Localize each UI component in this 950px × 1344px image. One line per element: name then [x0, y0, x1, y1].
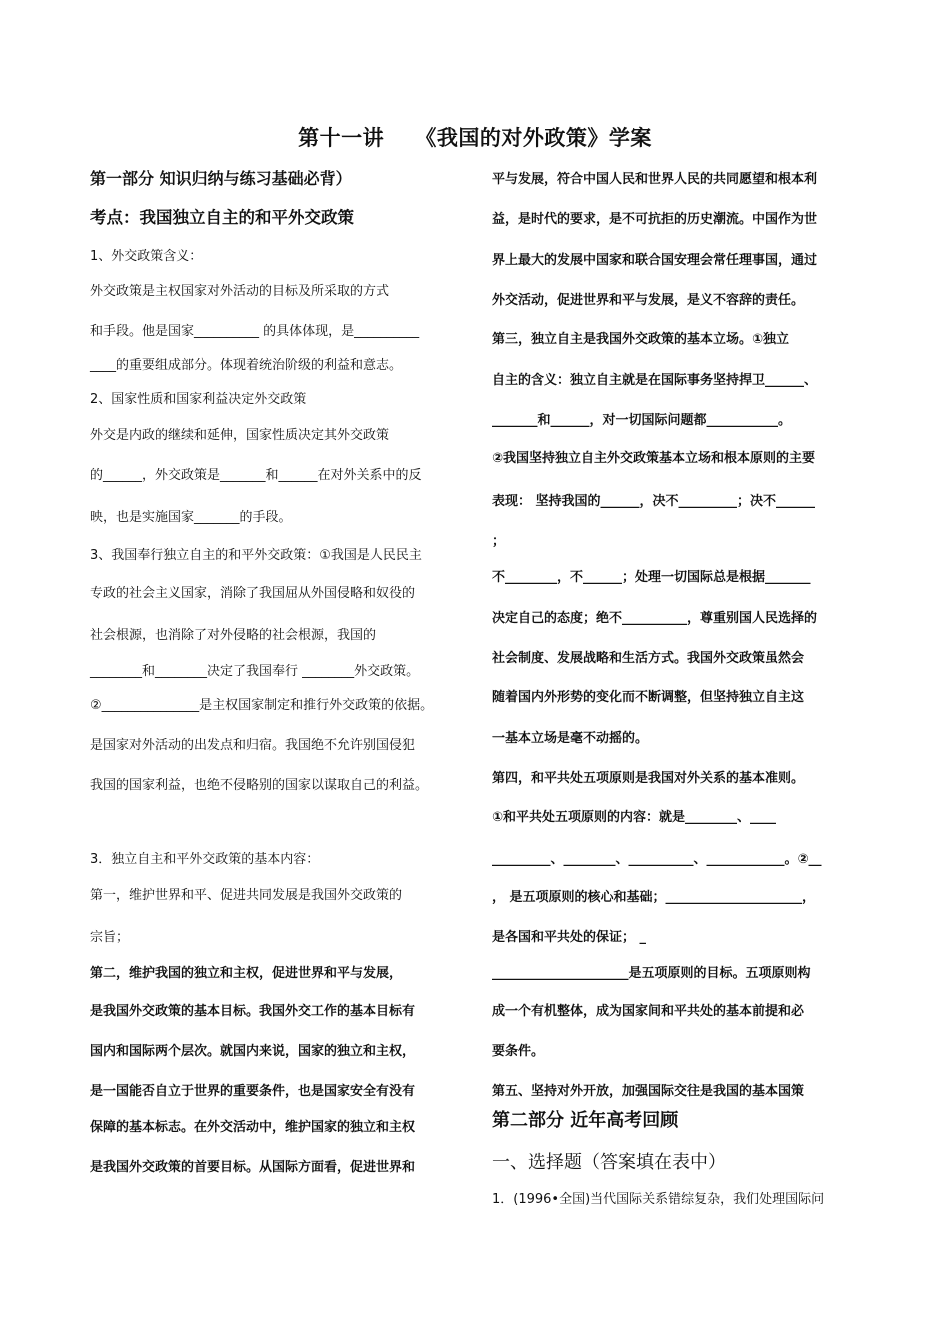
right-text-line: 第五、坚持对外开放，加强国际交往是我国的基本国策: [492, 1084, 805, 1099]
right-text-line: 是各国和平共处的保证； _: [492, 930, 647, 945]
left-text-line: 第一部分 知识归纳与练习基础必背）: [90, 169, 352, 188]
left-text-line: 的______，外交政策是_______和______在对外关系中的反: [90, 468, 422, 483]
right-text-line: 平与发展，符合中国人民和世界人民的共同愿望和根本利: [492, 172, 818, 187]
left-text-line: 保障的基本标志。在外交活动中，维护国家的独立和主权: [90, 1120, 416, 1135]
right-text-line: 表现： 坚持我国的______，决不_________；决不______: [492, 494, 816, 509]
right-text-line: 不________，不______；处理一切国际总是根据_______: [492, 570, 811, 585]
right-text-line: ②我国坚持独立自主外交政策基本立场和根本原则的主要: [492, 451, 816, 466]
left-text-line: 国内和国际两个层次。就国内来说，国家的独立和主权，: [90, 1044, 416, 1059]
right-text-line: 随着国内外形势的变化而不断调整，但坚持独立自主这: [492, 690, 805, 705]
right-text-line: _________、________、__________、____________。②__: [492, 852, 822, 867]
right-text-line: 成一个有机整体，成为国家间和平共处的基本前提和必: [492, 1004, 805, 1019]
right-text-line: 第四，和平共处五项原则是我国对外关系的基本准则。: [492, 771, 805, 786]
right-text-line: 自主的含义：独立自主就是在国际事务坚持捍卫______、: [492, 373, 818, 388]
right-text-line: 一、选择题（答案填在表中）: [492, 1152, 726, 1173]
left-column: [90, 0, 470, 1344]
left-text-line: 专政的社会主义国家，消除了我国屈从外国侵略和奴役的: [90, 586, 416, 601]
left-text-line: 第二，维护我国的独立和主权，促进世界和平与发展，: [90, 966, 403, 981]
right-text-line: ；: [492, 534, 506, 549]
right-column: [492, 0, 872, 1344]
right-text-line: 社会制度、发展战略和生活方式。我国外交政策虽然会: [492, 651, 805, 666]
right-text-line: 决定自己的态度；绝不__________，尊重别国人民选择的: [492, 611, 818, 626]
left-text-line: 是国家对外活动的出发点和归宿。我国绝不允许别国侵犯: [90, 738, 416, 753]
right-text-line: ①和平共处五项原则的内容：就是________、____: [492, 810, 777, 825]
right-text-line: _____________________是五项原则的目标。五项原则构: [492, 966, 811, 981]
left-text-line: 是我国外交政策的首要目标。从国际方面看，促进世界和: [90, 1160, 416, 1175]
left-text-line: 社会根源，也消除了对外侵略的社会根源，我国的: [90, 628, 377, 643]
left-text-line: 是一国能否自立于世界的重要条件，也是国家安全有没有: [90, 1084, 416, 1099]
right-text-line: 第三，独立自主是我国外交政策的基本立场。①独立: [492, 332, 790, 347]
right-text-line: 第二部分 近年高考回顾: [492, 1110, 679, 1131]
right-text-line: 1．(1996•全国)当代国际关系错综复杂，我们处理国际问: [492, 1192, 825, 1207]
right-text-line: 界上最大的发展中国家和联合国安理会常任理事国，通过: [492, 253, 818, 268]
right-text-line: 益，是时代的要求，是不可抗拒的历史潮流。中国作为世: [492, 212, 818, 227]
left-text-line: 映，也是实施国家_______的手段。: [90, 510, 292, 525]
left-text-line: ________和________决定了我国奉行 ________外交政策。: [90, 664, 420, 679]
left-text-line: ②_______________是主权国家制定和推行外交政策的依据。: [90, 698, 434, 713]
left-text-line: 1、外交政策含义：: [90, 249, 203, 264]
left-text-line: 和手段。他是国家__________ 的具体体现，是__________: [90, 324, 420, 339]
left-text-line: ____的重要组成部分。体现着统治阶级的利益和意志。: [90, 358, 403, 373]
right-text-line: _______和______，对一切国际问题都___________。: [492, 413, 792, 428]
left-text-line: 3、我国奉行独立自主的和平外交政策：①我国是人民民主: [90, 548, 422, 563]
left-text-line: 考点：我国独立自主的和平外交政策: [90, 208, 354, 227]
left-text-line: 3．独立自主和平外交政策的基本内容：: [90, 852, 320, 867]
right-text-line: 外交活动，促进世界和平与发展，是义不容辞的责任。: [492, 293, 805, 308]
left-text-line: 第一，维护世界和平、促进共同发展是我国外交政策的: [90, 888, 403, 903]
left-text-line: 2、国家性质和国家利益决定外交政策: [90, 392, 307, 407]
left-text-line: 我国的国家利益，也绝不侵略别的国家以谋取自己的利益。: [90, 778, 429, 793]
left-text-line: 外交是内政的继续和延伸，国家性质决定其外交政策: [90, 428, 390, 443]
left-text-line: 是我国外交政策的基本目标。我国外交工作的基本目标有: [90, 1004, 416, 1019]
right-text-line: 一基本立场是毫不动摇的。: [492, 731, 649, 746]
document-title: 第十一讲 《我国的对外政策》学案: [298, 126, 652, 150]
left-text-line: 外交政策是主权国家对外活动的目标及所采取的方式: [90, 284, 390, 299]
right-text-line: 要条件。: [492, 1044, 545, 1059]
right-text-line: ， 是五项原则的核心和基础；_____________________，: [492, 890, 816, 905]
left-text-line: 宗旨；: [90, 930, 130, 945]
